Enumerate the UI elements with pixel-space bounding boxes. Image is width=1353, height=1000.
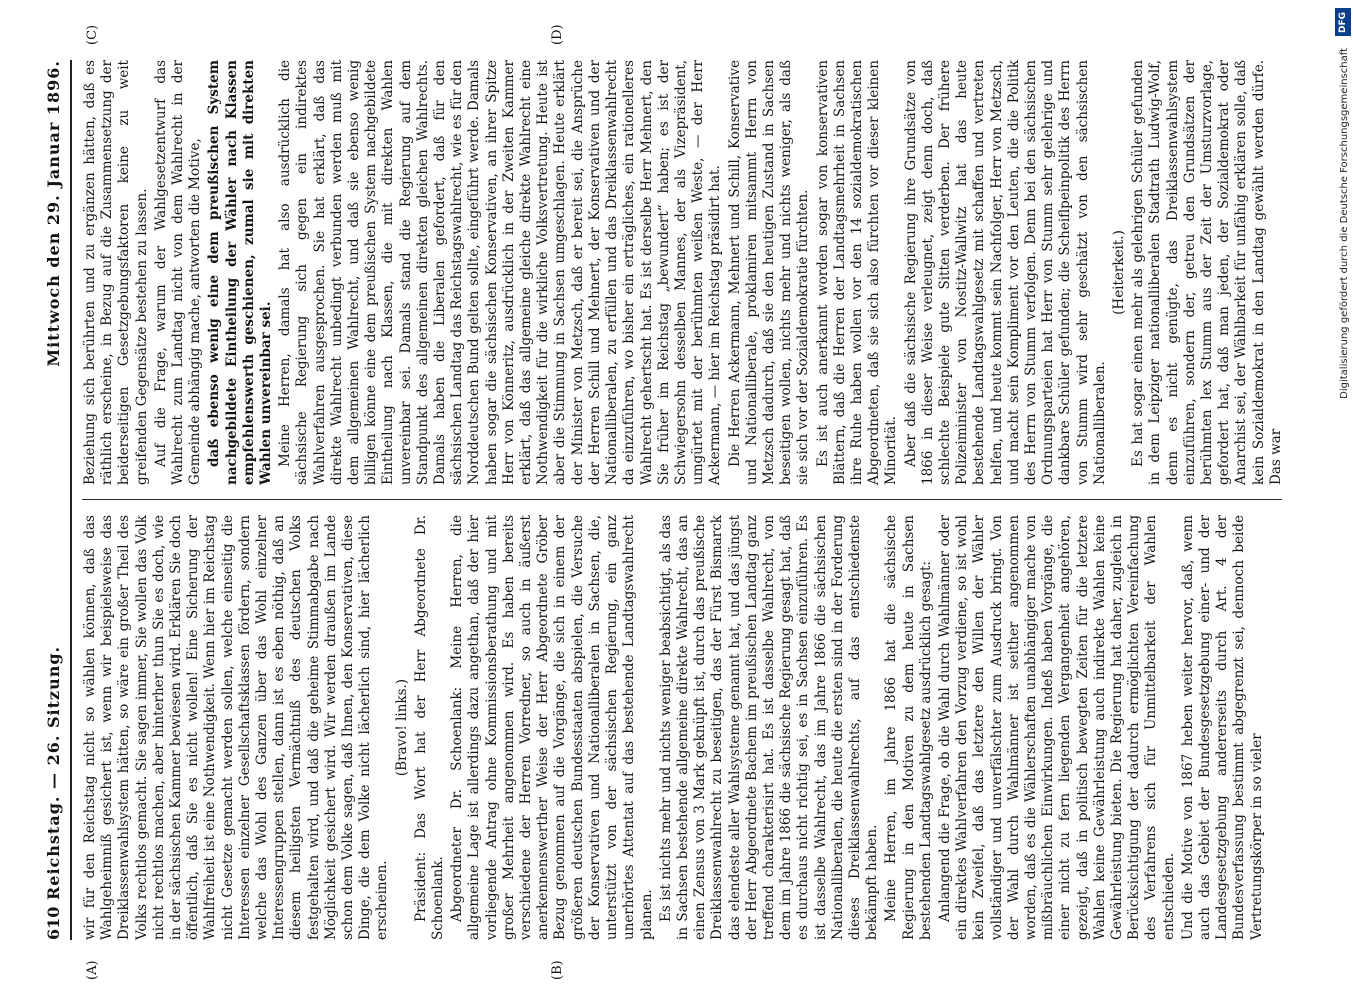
session-date: Mittwoch den 29. Januar 1896. [44, 60, 63, 367]
paragraph: Meine Herren, im Jahre 1866 hat die sächsische Regierung in den Motiven zu dem heute in Sachsen bestehenden Landtagswahlgesetz ausdrücklich gesagt: [883, 515, 934, 940]
paragraph: Aber daß die sächsische Regierung ihre Grundsätze von 1866 in dieser Weise verleugnet, zeigt denn doch, daß schlechte Beispiele gute Sitten verderben. Der frühere Polizeiminister von Nostitz-Wallwitz hat das heute bestehende Landtagswahlgesetz mit schaffen und vertreten helfen, und heute kommt sein Nachfolger, Herr von Metzsch, und macht sein Kompliment vor den Leuten, die die Politik des Herrn von Stumm verfolgen. Denn bei den sächsischen Ordnungsparteien hat Herr von Stumm sehr gelehrige und dankbare Schüler gefunden; die Scheiflpeinpolitik des Herrn von Stumm wird sehr geschätzt von den sächsischen Nationalliberalen. [902, 60, 1108, 485]
paragraph: Es ist auch anerkannt worden sogar von konservativen Blättern, daß die Herren der Landtagsmehrheit in Sachsen ihre Ruhe haben wollen vor den 14 sozialdemokratischen Abgeordneten, daß sie sich also fürchten vor dieser kleinen Minorität. [814, 60, 900, 485]
margin-marker-d: (D) [550, 24, 565, 45]
paragraph: wir für den Reichstag nicht so wählen können, daß das Wahlgeheimniß gesichert ist, wenn wir beispielsweise das Dreiklassenwahlsystem hätten, so wäre ein großer Theil des Volks rechtlos gemacht. Sie sagen immer, Sie wollen das Volk nicht rechtlos machen, aber hinterher thun Sie es doch, wie in der sächsischen Kammer bewiesen wird. Erklären Sie doch öffentlich, daß Sie es nicht wollen! Eine Sicherung der Wahlfreiheit ist eine Nothwendigkeit. Wenn hier im Reichstag nicht Gesetze gemacht werden sollen, welche einseitig die Interessen einzelner Gesellschaftsklassen fördern, sondern welche das Wohl des Ganzen über das Wohl einzelner Interessengruppen stellen, dann ist es eben nöthig, daß an diesem heiligsten Vermächtniß des deutschen Volks festgehalten wird, und daß die geheime Stimmabgabe nach Möglichkeit gesichert wird. Wir werden draußen im Lande schon dem Volke sagen, daß Ihnen, den Konservativen, diese Dinge, die dem Volke nicht lächerlich sind, hier lächerlich erscheinen. [82, 515, 391, 940]
left-column [82, 515, 1282, 940]
paragraph: Und die Motive von 1867 heben weiter hervor, daß, wenn auch das Gebiet der Bundesgesetzgebung einer- und der Landesgesetzgebung andererseits durch Art. 4 der Bundesverfassung bestimmt abgegrenzt sei, dennoch beide Vertretungskörper in so vieler [1179, 515, 1265, 940]
page-number: 610 [44, 906, 63, 940]
paragraph: Es hat sogar einen mehr als gelehrigen Schüler gefunden in dem Leipziger nationalliberalen Stadtrath Ludwig-Wolf, denn es nicht genügte, das Dreiklassenwahlsystem einzuführen, sondern der, getreu den Grundsätzen der berühmten lex Stumm aus der Zeit der Umsturzvorlage, gefordert hat, daß man jeden, der Sozialdemokrat oder Anarchist sei, der Wählbarkeit für unfähig erklären solle, daß kein Sozialdemokrat in den Landtag gewählt werden dürfe. Das war [1130, 60, 1284, 485]
paragraph: Beziehung sich berührten und zu ergänzen hätten, daß es räthlich erscheine, in Bezug auf die Zusammensetzung der beiderseitigen Gesetzgebungsfaktoren keine zu weit greifenden Gegensätze bestehen zu lassen. [82, 60, 150, 485]
margin-marker-c: (C) [85, 24, 100, 45]
page-content [30, 24, 1300, 980]
funding-note: Digitalisierung gefördert durch die Deutsche Forschungsgemeinschaft [1339, 48, 1350, 399]
dfg-logo: DFG [1335, 8, 1351, 36]
paragraph: Meine Herren, damals hat also ausdrücklich die sächsische Regierung sich gegen ein indirektes Wahlverfahren ausgesprochen. Sie hat erklärt, daß das direkte Wahlrecht unbedingt verbunden werden muß mit dem allgemeinen Wahlrecht, und daß sie ebenso wenig billigen könne eine dem preußischen System nachgebildete Eintheilung nach Klassen, die mit direkten Wahlen unvereinbar sei. Damals stand die Regierung auf dem Standpunkt des allgemeinen direkten gleichen Wahlrechts. Damals haben die Liberalen gefordert, daß für den sächsischen Landtag das Reichstagswahlrecht, wie es für den Norddeutschen Bund gelten sollte, eingeführt werde. Damals haben sogar die sächsischen Konservativen, an ihrer Spitze Herr von Könneritz, ausdrücklich in der Zweiten Kammer erklärt, daß das allgemeine gleiche direkte Wahlrecht eine Nothwendigkeit für die wirkliche Volksvertretung. Heute ist aber die Stimmung in Sachsen umgeschlagen. Heute erklärt der Minister von Metzsch, daß er bereit sei, die Ansprüche der Herren Schill und Mehnert, der Konservativen und der Nationalliberalen, zu erfüllen und das Dreiklassenwahlrecht da einzuführen, wo bisher ein erträgliches, ein rationelleres Wahlrecht gehertscht hat. Es ist derselbe Herr Mehnert, den Sie früher im Reichstag „bewundert“ haben; es ist der Schwiegersohn desselben Mannes, der als Vizepräsident, umgürtet mit der berühmten weißen Weste, — der Herr Ackermann, — hier im Reichstag präsidirt hat. [277, 60, 724, 485]
quoted-paragraph: Anlangend die Frage, ob die Wahl durch Wahlmänner oder ein direktes Wahlverfahren den Vorzug verdiene, so ist wohl kein Zweifel, daß das letztere den Willen der Wähler vollständiger und unverfälschter zum Ausdruck bringt. Von der Wahl durch Wahlmänner ist seither angenommen worden, daß es die Wählerschaften unabhängiger mache von mißbräuchlichen Einwirkungen. Indeß haben Vorgänge, die einer nicht zu fern liegenden Vergangenheit angehören, gezeigt, daß in politisch bewegten Zeiten für die letztere Wahlen keine Gewährleistung auch indirekte Wahlen keine Gewährleistung bieten. Die Regierung hat daher, zugleich in Berücksichtigung der dadurch ermöglichten Vereinfachung des Verfahrens sich für Unmittelbarkeit der Wahlen entschieden. [936, 515, 1177, 940]
paragraph: Abgeordneter Dr. Schoenlank: Meine Herren, die allgemeine Lage ist allerdings dazu angethan, daß der hier vorliegende Antrag ohne Kommissionsberathung und mit großer Mehrheit angenommen wird. Es haben bereits verschiedene der Herren Vorredner, so auch in äußerst anerkennenswerther Weise der Herr Abgeordnete Gröber Bezug genommen auf die Vorgänge, die sich in einem der größeren deutschen Bundesstaaten abspielen, die Versuche der Konservativen und Nationalliberalen in Sachsen, die, unterstützt von der sächsischen Regierung, ein ganz unerhörtes Attentat auf das bestehende Landtagswahlrecht planen. [449, 515, 655, 940]
paragraph: Präsident: Das Wort hat der Herr Abgeordnete Dr. Schoenlank. [412, 515, 447, 940]
column-divider [82, 499, 1282, 500]
interjection: (Heiterkeit.) [1110, 230, 1127, 315]
right-column [82, 60, 1282, 485]
paragraph: Es ist nichts mehr und nichts weniger beabsichtigt, als das in Sachsen bestehende allgemeine direkte Wahlrecht, das an einen Zensus von 3 Mark geknüpft ist, durch das preußische Dreiklassenwahlrecht zu beseitigen, das der Fürst Bismarck das elendeste aller Wahlsysteme genannt hat, und das jüngst der Herr Abgeordnete Bachem im preußischen Landtag ganz treffend charakterisirt hat. Es ist dasselbe Wahlrecht, von dem im Jahre 1866 die sächsische Regierung gesagt hat, daß es durchaus nicht richtig sei, es in Sachsen einzuführen. Es ist dasselbe Wahlrecht, das im Jahre 1866 die sächsischen Nationalliberalen, die heute die ersten sind in der Forderung dieses Dreiklassenwahlrechts, auf das entschiedenste bekämpft haben. [657, 515, 881, 940]
interjection: (Bravo! links.) [393, 678, 410, 777]
margin-marker-a: (A) [85, 960, 100, 980]
page-header [40, 60, 72, 940]
digitization-sidebar [1331, 0, 1353, 1000]
margin-marker-b: (B) [550, 960, 565, 980]
quoted-paragraph: daß ebenso wenig eine dem preußischen System nachgebildete Eintheilung der Wähler nach Klassen empfehlenswerth geschienen, zumal sie mit direkten Wahlen unvereinbar sei. [206, 60, 275, 485]
paragraph: Auf die Frage, warum der Wahlgesetzentwurf das Wahlrecht zum Landtag nicht von dem Wahlrecht in der Gemeinde abhängig mache, antworten die Motive, [152, 60, 204, 485]
paragraph: Die Herren Ackermann, Mehnert und Schill, Konservative und Nationalliberale, proklamiren mitsammt Herrn von Metzsch dadurch, daß sie den heutigen Zustand in Sachsen beseitigen wollen, nichts mehr und nichts weniger, als daß sie sich vor der Sozialdemokratie fürchten. [726, 60, 812, 485]
session-title: Reichstag. — 26. Sitzung. [44, 645, 63, 900]
